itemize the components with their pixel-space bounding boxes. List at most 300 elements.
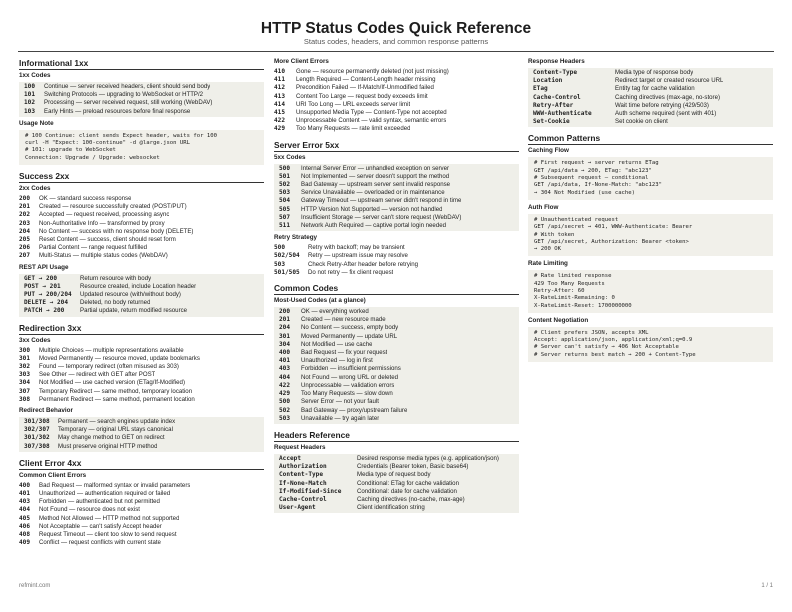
code-block: # Client prefers JSON, accepts XML Accept: application/json, application/xml;q=0.9 # Server can't satisfy → 406 Not Acceptable # Server returns best match → 200 + Content-Type xyxy=(528,327,773,362)
table-row xyxy=(19,515,264,523)
table-row xyxy=(19,379,264,387)
row-key: 301/308 xyxy=(24,418,50,426)
table-row xyxy=(24,443,259,451)
row-key: 500 xyxy=(279,398,291,406)
page-title: HTTP Status Codes Quick Reference xyxy=(260,20,532,37)
row-key: 304 xyxy=(19,379,31,387)
row-description: Content Too Large — request body exceeds limit xyxy=(296,92,428,100)
subsection-title: More Client Errors xyxy=(274,58,329,65)
table-row xyxy=(279,365,514,373)
table-row xyxy=(19,498,264,506)
row-key: 201 xyxy=(279,316,291,324)
row-key: 307/308 xyxy=(24,442,50,450)
row-description: Not Found — wrong URL or deleted xyxy=(301,373,398,381)
table-row xyxy=(279,214,514,222)
table-row xyxy=(24,91,259,99)
row-description: Desired response media types (e.g. application/json) xyxy=(357,454,499,462)
row-key: 400 xyxy=(279,349,291,357)
table-row xyxy=(279,324,514,332)
row-description: Created — resource successfully created (POST/PUT) xyxy=(39,203,187,211)
table-row xyxy=(279,181,514,189)
code-block: # Rate limited response 429 Too Many Requests Retry-After: 60 X-RateLimit-Remaining: 0 X-RateLimit-Reset: 1700000000 xyxy=(528,270,773,312)
subsection-title: 2xx Codes xyxy=(19,185,51,192)
row-key: 511 xyxy=(279,222,291,230)
row-key: 502 xyxy=(279,181,291,189)
row-description: Insufficient Storage — server can't store request (WebDAV) xyxy=(301,213,462,221)
row-key: 411 xyxy=(274,76,286,84)
subsection-title: 3xx Codes xyxy=(19,336,51,344)
row-description: Not Modified — use cache xyxy=(301,340,373,348)
row-description: Conditional: date for cache validation xyxy=(357,487,457,495)
row-description: Unauthorized — authentication required or failed xyxy=(39,490,171,498)
row-description: Updated resource (with/without body) xyxy=(80,291,181,299)
table-row xyxy=(274,125,519,133)
section-common-patterns xyxy=(528,133,773,362)
table-row xyxy=(279,415,514,423)
row-key: 414 xyxy=(274,100,286,108)
table-row xyxy=(19,228,264,236)
row-description: Caching directives (no-cache, max-age) xyxy=(357,495,465,503)
table-row xyxy=(279,374,514,382)
section-title: Success 2xx xyxy=(19,171,264,183)
section-server-error xyxy=(274,140,519,277)
row-description: See Other — redirect with GET after POST xyxy=(39,371,156,379)
row-description: Gateway Timeout — upstream server didn't respond in time xyxy=(301,197,462,205)
subsection-title: Content Negotiation xyxy=(528,316,589,324)
table-row xyxy=(19,371,264,379)
footer-site: refmint.com xyxy=(19,583,51,589)
table-row xyxy=(19,363,264,371)
table-row xyxy=(279,407,514,415)
code-table xyxy=(19,82,264,117)
table-row xyxy=(274,76,519,84)
table-row xyxy=(24,283,259,291)
row-description: Do not retry — fix client request xyxy=(308,268,394,276)
row-key: 422 xyxy=(274,117,286,125)
row-key: 302 xyxy=(19,363,31,371)
table-row xyxy=(279,496,514,504)
subsection-title: Most-Used Codes (at a glance) xyxy=(274,297,366,305)
behavior-table xyxy=(19,417,264,452)
code-table xyxy=(274,164,519,232)
header-table xyxy=(528,68,773,127)
table-row xyxy=(24,83,259,91)
column-2 xyxy=(274,58,519,519)
table-row xyxy=(24,307,259,315)
row-key: 301/302 xyxy=(24,434,50,442)
section-title: Client Error 4xx xyxy=(19,458,264,470)
row-key: 304 xyxy=(279,340,291,348)
subsection-title: Request Headers xyxy=(274,443,326,451)
table-row xyxy=(19,539,264,547)
section-title: Common Patterns xyxy=(528,133,773,145)
row-description: Media type of request body xyxy=(357,471,431,479)
table-row xyxy=(19,506,264,514)
section-response-headers xyxy=(528,58,773,127)
row-key: 502/504 xyxy=(274,252,300,260)
row-key: 408 xyxy=(19,531,31,539)
row-description: Not Acceptable — can't satisfy Accept header xyxy=(39,522,162,530)
row-key: 401 xyxy=(279,357,291,365)
table-row xyxy=(533,85,768,93)
row-key: 412 xyxy=(274,84,286,92)
row-description: Bad Request — fix your request xyxy=(301,349,388,357)
row-key: Cache-Control xyxy=(279,495,327,503)
table-row xyxy=(19,482,264,490)
row-key: 504 xyxy=(279,197,291,205)
row-key: 500 xyxy=(274,244,286,252)
table-row xyxy=(279,398,514,406)
table-row xyxy=(274,269,519,277)
row-description: Processing — server received request, still working (WebDAV) xyxy=(44,99,213,107)
table-row xyxy=(19,220,264,228)
table-row xyxy=(274,252,519,260)
row-key: 429 xyxy=(279,390,291,398)
row-key: 401 xyxy=(19,490,31,498)
table-row xyxy=(24,275,259,283)
row-description: No Content — success with no response body (DELETE) xyxy=(39,227,194,235)
row-key: 500 xyxy=(279,164,291,172)
table-row xyxy=(533,69,768,77)
table-row xyxy=(274,68,519,76)
row-description: Found — temporary redirect (often misused as 303) xyxy=(39,363,179,371)
row-key: 201 xyxy=(19,203,31,211)
table-row xyxy=(279,165,514,173)
table-row xyxy=(279,316,514,324)
row-description: Gone — resource permanently deleted (not just missing) xyxy=(296,68,449,75)
code-block: # 100 Continue: client sends Expect header, waits for 100 curl -H "Expect: 100-continue" -d @large.json URL # 101: upgrade to WebSocket Connection: Upgrade / Upgrade: websocket xyxy=(19,130,264,165)
row-key: 303 xyxy=(19,371,31,379)
footer-page-number: 1 / 1 xyxy=(761,583,773,589)
table-row xyxy=(533,102,768,110)
row-key: 204 xyxy=(279,324,291,332)
row-description: Reset Content — success, client should reset form xyxy=(39,236,176,244)
row-description: Retry — upstream issue may resolve xyxy=(308,252,408,260)
table-row xyxy=(24,434,259,442)
row-key: 204 xyxy=(19,227,31,235)
table-row xyxy=(274,93,519,101)
row-key: 202 xyxy=(19,211,31,219)
row-description: Non-Authoritative Info — transformed by proxy xyxy=(39,219,165,227)
row-description: Early Hints — preload resources before final response xyxy=(44,107,191,115)
row-description: URI Too Long — URL exceeds server limit xyxy=(296,100,411,108)
table-row xyxy=(19,347,264,355)
table-row xyxy=(274,117,519,125)
row-key: 505 xyxy=(279,205,291,213)
row-key: ETag xyxy=(533,85,548,93)
table-row xyxy=(279,341,514,349)
table-row xyxy=(19,203,264,211)
table-row xyxy=(24,108,259,116)
row-description: Conflict — request conflicts with current state xyxy=(39,539,161,547)
header-table xyxy=(274,454,519,513)
row-description: Bad Gateway — proxy/upstream failure xyxy=(301,406,408,414)
row-key: GET → 200 xyxy=(24,274,58,282)
row-description: Auth scheme required (sent with 401) xyxy=(615,110,717,118)
row-key: 102 xyxy=(24,99,36,107)
row-description: Bad Gateway — upstream server sent invalid response xyxy=(301,181,451,189)
table-row xyxy=(279,463,514,471)
row-key: 200 xyxy=(279,308,291,316)
subsection-title: Response Headers xyxy=(528,58,585,65)
row-description: Wait time before retrying (429/503) xyxy=(615,101,709,109)
table-row xyxy=(533,77,768,85)
row-description: Not Modified — use cached version (ETag/If-Modified) xyxy=(39,379,185,387)
row-key: Accept xyxy=(279,454,302,462)
table-row xyxy=(279,308,514,316)
code-block: # Unauthenticated request GET /api/secret → 401, WWW-Authenticate: Bearer # With token GET /api/secret, Authorization: Bearer <token> → 200 OK xyxy=(528,214,773,256)
row-key: 200 xyxy=(19,195,31,202)
table-row xyxy=(274,84,519,92)
row-description: Server Error — not your fault xyxy=(301,398,379,406)
row-description: Client identification string xyxy=(357,504,425,512)
row-key: 404 xyxy=(19,506,31,514)
row-key: 404 xyxy=(279,373,291,381)
row-description: Credentials (Bearer token, Basic base64) xyxy=(357,463,469,471)
row-key: 300 xyxy=(19,346,31,354)
row-key: 400 xyxy=(19,481,31,489)
row-description: Length Required — Content-Length header missing xyxy=(296,76,436,84)
row-description: Continue — server received headers, client should send body xyxy=(44,83,211,90)
table-row xyxy=(279,349,514,357)
subsection-title: REST API Usage xyxy=(19,263,69,271)
row-description: Service Unavailable — overloaded or in maintenance xyxy=(301,189,445,197)
section-headers-reference xyxy=(274,430,519,513)
row-description: Too Many Requests — rate limit exceeded xyxy=(296,125,411,133)
subsection-title: 5xx Codes xyxy=(274,153,306,161)
row-description: Unprocessable Content — valid syntax, semantic errors xyxy=(296,117,447,125)
table-row xyxy=(279,333,514,341)
row-key: 307 xyxy=(19,387,31,395)
code-table xyxy=(274,307,519,424)
code-table xyxy=(274,68,519,134)
row-description: Unprocessable — validation errors xyxy=(301,381,395,389)
page-header xyxy=(0,20,792,47)
row-key: 502 xyxy=(279,406,291,414)
row-description: Partial update, return modified resource xyxy=(80,307,188,315)
table-row xyxy=(19,531,264,539)
table-row xyxy=(19,252,264,260)
section-client-error xyxy=(19,458,264,548)
row-description: HTTP Version Not Supported — version not handled xyxy=(301,205,443,213)
row-key: 501 xyxy=(279,172,291,180)
subsection-title: Usage Note xyxy=(19,119,54,127)
table-row xyxy=(24,99,259,107)
table-row xyxy=(279,504,514,512)
row-key: 503 xyxy=(279,189,291,197)
subsection-title: Common Client Errors xyxy=(19,471,87,479)
row-description: Internal Server Error — unhandled exception on server xyxy=(301,164,450,172)
table-row xyxy=(24,299,259,307)
table-row xyxy=(19,211,264,219)
row-key: Content-Type xyxy=(279,471,324,479)
row-key: If-Modified-Since xyxy=(279,487,342,495)
table-row xyxy=(279,455,514,463)
table-row xyxy=(19,523,264,531)
table-row xyxy=(19,396,264,404)
row-description: Permanent — search engines update index xyxy=(58,418,176,426)
table-row xyxy=(279,173,514,181)
row-description: Partial Content — range request fulfilled xyxy=(39,244,148,252)
retry-table xyxy=(274,244,519,277)
row-description: Redirect target or created resource URL xyxy=(615,77,724,85)
row-description: No Content — success, empty body xyxy=(301,324,399,332)
row-key: Set-Cookie xyxy=(533,118,570,126)
row-key: 403 xyxy=(19,498,31,506)
row-description: Temporary Redirect — same method, temporary location xyxy=(39,387,193,395)
row-description: Deleted, no body returned xyxy=(80,299,151,307)
row-key: 409 xyxy=(19,539,31,547)
section-title: Server Error 5xx xyxy=(274,140,519,152)
row-description: OK — everything worked xyxy=(301,308,369,316)
section-title: Redirection 3xx xyxy=(19,323,264,335)
row-description: Retry with backoff; may be transient xyxy=(308,244,405,252)
section-informational xyxy=(19,58,264,165)
row-key: PATCH → 200 xyxy=(24,307,65,315)
section-common-codes xyxy=(274,283,519,424)
row-description: Network Auth Required — captive portal login needed xyxy=(301,222,446,230)
table-row xyxy=(24,426,259,434)
subsection-title: Retry Strategy xyxy=(274,234,318,242)
row-description: Request Timeout — client too slow to send request xyxy=(39,531,177,539)
row-description: Resource created, include Location header xyxy=(80,282,197,290)
row-description: Media type of response body xyxy=(615,69,694,76)
row-description: Forbidden — authenticated but not permitted xyxy=(39,498,160,506)
subsection-title: Auth Flow xyxy=(528,203,559,211)
row-description: Forbidden — insufficient permissions xyxy=(301,365,401,373)
table-row xyxy=(19,244,264,252)
row-key: 301 xyxy=(19,354,31,362)
row-description: Entity tag for cache validation xyxy=(615,85,695,93)
table-row xyxy=(279,189,514,197)
table-row xyxy=(533,118,768,126)
row-description: Switching Protocols — upgrading to WebSocket or HTTP/2 xyxy=(44,91,204,99)
page-subtitle: Status codes, headers, and common response patterns xyxy=(303,37,489,46)
section-title: Common Codes xyxy=(274,283,519,295)
section-redirection xyxy=(19,323,264,452)
table-row xyxy=(279,222,514,230)
row-key: 503 xyxy=(279,414,291,422)
row-key: 205 xyxy=(19,236,31,244)
table-row xyxy=(279,480,514,488)
row-key: 103 xyxy=(24,107,36,115)
table-row xyxy=(274,101,519,109)
row-description: Must preserve original HTTP method xyxy=(58,442,158,450)
table-row xyxy=(274,109,519,117)
row-key: 203 xyxy=(19,219,31,227)
code-table xyxy=(19,195,264,261)
rest-table xyxy=(19,274,264,317)
table-row xyxy=(279,390,514,398)
row-key: 405 xyxy=(19,514,31,522)
row-description: May change method to GET on redirect xyxy=(58,434,165,442)
row-description: Temporary — original URL stays canonical xyxy=(58,426,173,434)
table-row xyxy=(19,195,264,203)
row-description: Conditional: ETag for cache validation xyxy=(357,479,459,487)
row-key: DELETE → 204 xyxy=(24,299,69,307)
table-row xyxy=(279,357,514,365)
table-row xyxy=(279,206,514,214)
row-description: Unsupported Media Type — Content-Type not accepted xyxy=(296,109,447,117)
row-description: Unavailable — try again later xyxy=(301,414,380,422)
row-description: Not Implemented — server doesn't support the method xyxy=(301,172,450,180)
section-title: Informational 1xx xyxy=(19,58,264,70)
row-description: Set cookie on client xyxy=(615,118,668,126)
column-3 xyxy=(528,58,773,368)
table-row xyxy=(279,488,514,496)
row-key: PUT → 200/204 xyxy=(24,291,72,299)
row-description: Bad Request — malformed syntax or invalid parameters xyxy=(39,481,191,489)
row-description: Too Many Requests — slow down xyxy=(301,390,393,398)
row-description: Check Retry-After header before retrying xyxy=(308,260,419,268)
row-description: Caching directives (max-age, no-store) xyxy=(615,93,720,101)
row-key: 403 xyxy=(279,365,291,373)
table-row xyxy=(279,471,514,479)
table-row xyxy=(274,244,519,252)
row-key: 302/307 xyxy=(24,426,50,434)
section-success xyxy=(19,171,264,317)
table-row xyxy=(274,261,519,269)
table-row xyxy=(24,418,259,426)
table-row xyxy=(24,291,259,299)
table-row xyxy=(19,236,264,244)
header-rule xyxy=(18,51,774,52)
row-description: Moved Permanently — resource moved, update bookmarks xyxy=(39,354,200,362)
table-row xyxy=(533,110,768,118)
row-description: Multiple Choices — multiple representations available xyxy=(39,346,184,354)
table-row xyxy=(533,94,768,102)
row-key: 429 xyxy=(274,125,286,133)
row-description: Accepted — request received, processing async xyxy=(39,211,170,219)
row-key: Cache-Control xyxy=(533,93,581,101)
table-row xyxy=(19,388,264,396)
row-key: 301 xyxy=(279,332,291,340)
table-row xyxy=(279,197,514,205)
row-key: POST → 201 xyxy=(24,282,61,290)
row-key: 207 xyxy=(19,252,31,260)
row-description: Created — new resource made xyxy=(301,316,386,324)
row-key: 501/505 xyxy=(274,268,300,276)
row-description: Multi-Status — multiple status codes (WebDAV) xyxy=(39,252,168,260)
row-key: User-Agent xyxy=(279,504,316,512)
table-row xyxy=(19,355,264,363)
section-more-client-errors xyxy=(274,58,519,134)
subsection-title: 1xx Codes xyxy=(19,72,51,79)
table-row xyxy=(279,382,514,390)
section-title: Headers Reference xyxy=(274,430,519,442)
row-key: 308 xyxy=(19,395,31,403)
subsection-title: Rate Limiting xyxy=(528,260,568,268)
subsection-title: Redirect Behavior xyxy=(19,407,73,415)
row-key: 100 xyxy=(24,83,36,90)
row-description: Moved Permanently — update URL xyxy=(301,332,398,340)
row-key: Authorization xyxy=(279,463,327,471)
row-key: Content-Type xyxy=(533,69,578,76)
column-1 xyxy=(19,58,264,554)
row-description: Not Found — resource does not exist xyxy=(39,506,140,514)
code-block: # First request → server returns ETag GET /api/data → 200, ETag: "abc123" # Subsequent request — conditional GET /api/data, If-None-Match: "abc123" → 304 Not Modified (use cache) xyxy=(528,157,773,199)
row-key: 503 xyxy=(274,260,286,268)
row-key: 206 xyxy=(19,244,31,252)
row-key: 422 xyxy=(279,381,291,389)
row-description: Permanent Redirect — same method, permanent location xyxy=(39,395,195,403)
table-row xyxy=(19,490,264,498)
row-key: 415 xyxy=(274,109,286,117)
code-table xyxy=(19,347,264,404)
row-key: If-None-Match xyxy=(279,479,327,487)
row-key: WWW-Authenticate xyxy=(533,110,592,118)
row-description: OK — standard success response xyxy=(39,195,132,202)
